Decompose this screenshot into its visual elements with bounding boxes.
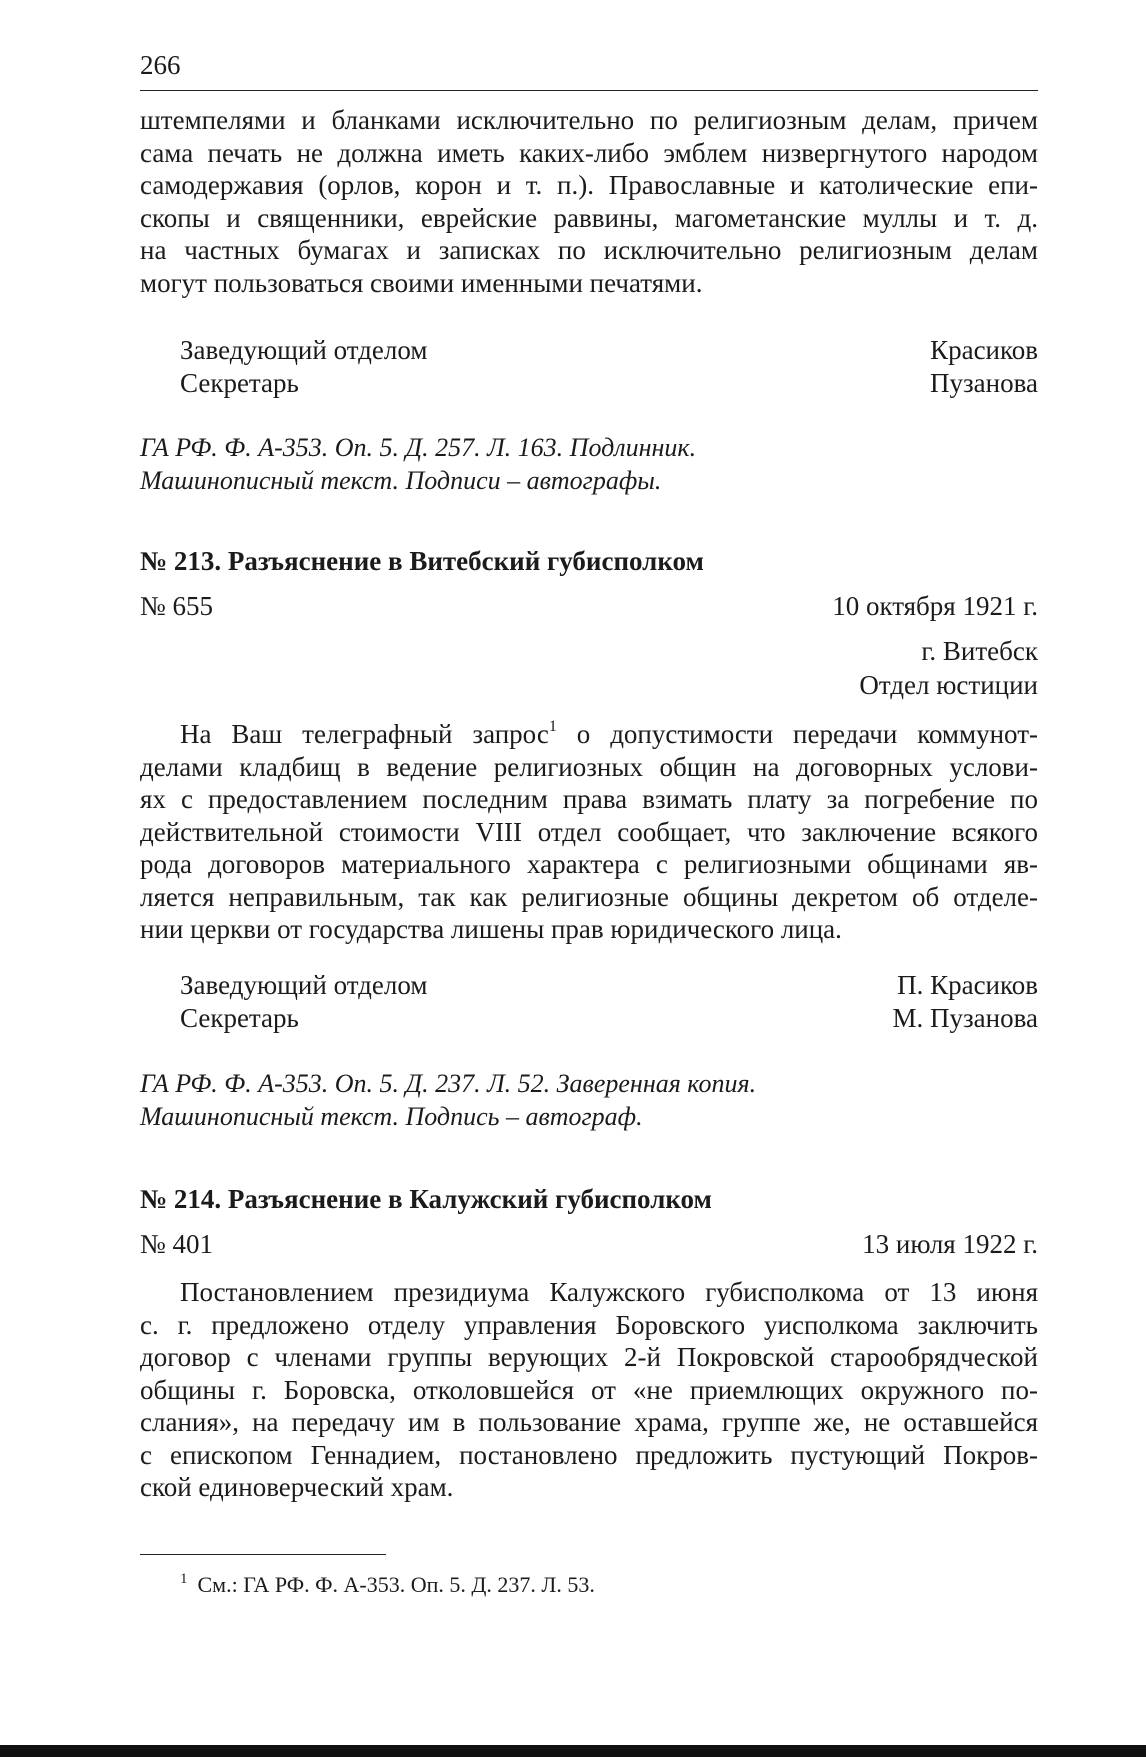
doc-213-meta xyxy=(140,591,1038,622)
source-line: ГА РФ. Ф. А-353. Оп. 5. Д. 237. Л. 52. Заверенная копия. xyxy=(140,1069,757,1098)
archive-source-1 xyxy=(140,432,696,497)
source-line: Машинописный текст. Подпись – автограф. xyxy=(140,1101,643,1131)
text-line: ской единоверческий храм. xyxy=(140,1472,454,1502)
doc-214-heading: № 214. Разъяснение в Калужский губисполком xyxy=(140,1184,712,1214)
doc-213-heading: № 213. Разъяснение в Витебский губисполком xyxy=(140,546,704,576)
text-line: Постановлением президиума Калужского губисполкома от 13 июня xyxy=(180,1277,1038,1307)
doc-number: № 401 xyxy=(140,1229,214,1259)
doc-date: 13 июля 1922 г. xyxy=(862,1229,1038,1259)
text-line: сама печать не должна иметь каких-либо эмблем низвергнутого народом xyxy=(140,137,1038,168)
addressee-line: г. Витебск xyxy=(921,636,1038,666)
footnote-divider xyxy=(140,1554,386,1555)
source-line: ГА РФ. Ф. А-353. Оп. 5. Д. 257. Л. 163. Подлинник. xyxy=(140,433,697,462)
doc-213-addressee xyxy=(859,634,1038,702)
signature-block-2 xyxy=(180,969,1038,1034)
text-line: на частных бумагах и записках по исключительно религиозным делам xyxy=(140,235,1038,265)
source-line: Машинописный текст. Подписи – автографы. xyxy=(140,465,662,495)
signer-name: Пузанова xyxy=(930,367,1038,398)
text-line: с. г. предложено отделу управления Боровского уисполкома заключить xyxy=(140,1309,1038,1340)
text-line: могут пользоваться своими именными печатями. xyxy=(140,267,703,298)
doc-214-body xyxy=(140,1276,1038,1504)
addressee-line: Отдел юстиции xyxy=(859,670,1038,700)
signer-role: Заведующий отделом xyxy=(180,335,428,365)
text-line: с епископом Геннадием, постановлено предложить пустующий Покров- xyxy=(140,1439,1038,1470)
archive-source-2 xyxy=(140,1068,756,1133)
doc-214-meta xyxy=(140,1229,1038,1260)
footnote-mark: 1 xyxy=(180,1571,188,1587)
signer-role: Секретарь xyxy=(180,367,299,398)
text-line: делами кладбищ в ведение религиозных общин на договорных услови- xyxy=(140,751,1038,782)
text-line: слания», на передачу им в пользование храма, группе же, не оставшейся xyxy=(140,1407,1038,1437)
scan-edge-bar xyxy=(0,1745,1146,1757)
signer-name: П. Красиков xyxy=(897,970,1038,1000)
text-fragment: На Ваш телеграфный запрос xyxy=(180,719,549,749)
text-line: штемпелями и бланками исключительно по религиозным делам, причем xyxy=(140,105,1038,135)
signer-name: М. Пузанова xyxy=(892,1002,1038,1033)
signer-role: Заведующий отделом xyxy=(180,970,428,1000)
page-number: 266 xyxy=(140,50,181,80)
text-fragment: о допустимости передачи коммунот- xyxy=(556,719,1038,749)
text-line: самодержавия (орлов, корон и т. п.). Православные и католические епи- xyxy=(140,170,1038,200)
signature-block-1 xyxy=(180,334,1038,399)
text-line: рода договоров материального характера с религиозными общинами яв- xyxy=(140,849,1038,879)
doc-number: № 655 xyxy=(140,591,214,621)
text-line: договор с членами группы верующих 2-й Покровской старообрядческой xyxy=(140,1342,1038,1372)
text-line: общины г. Боровска, отколовшейся от «не приемлющих окружного по- xyxy=(140,1374,1038,1405)
text-line: ляется неправильным, так как религиозные общины декретом об отделе- xyxy=(140,881,1038,912)
doc-213-body xyxy=(140,718,1038,946)
doc-date: 10 октября 1921 г. xyxy=(832,591,1038,621)
footnote-text: См.: ГА РФ. Ф. А-353. Оп. 5. Д. 237. Л. 53. xyxy=(197,1572,595,1597)
text-line: действительной стоимости VIII отдел сообщает, что заключение всякого xyxy=(140,816,1038,847)
signer-name: Красиков xyxy=(930,335,1038,365)
page-header xyxy=(140,48,1038,91)
text-line xyxy=(140,718,1038,751)
footnote-reference[interactable]: 1 xyxy=(548,718,557,735)
footnote xyxy=(180,1572,595,1598)
text-line: нии церкви от государства лишены прав юридического лица. xyxy=(140,914,842,944)
signer-role: Секретарь xyxy=(180,1002,299,1033)
text-line: скопы и священники, еврейские раввины, магометанские муллы и т. д. xyxy=(140,202,1038,233)
intro-paragraph xyxy=(140,104,1038,299)
text-line: ях с предоставлением последним права взимать плату за погребение по xyxy=(140,784,1038,814)
